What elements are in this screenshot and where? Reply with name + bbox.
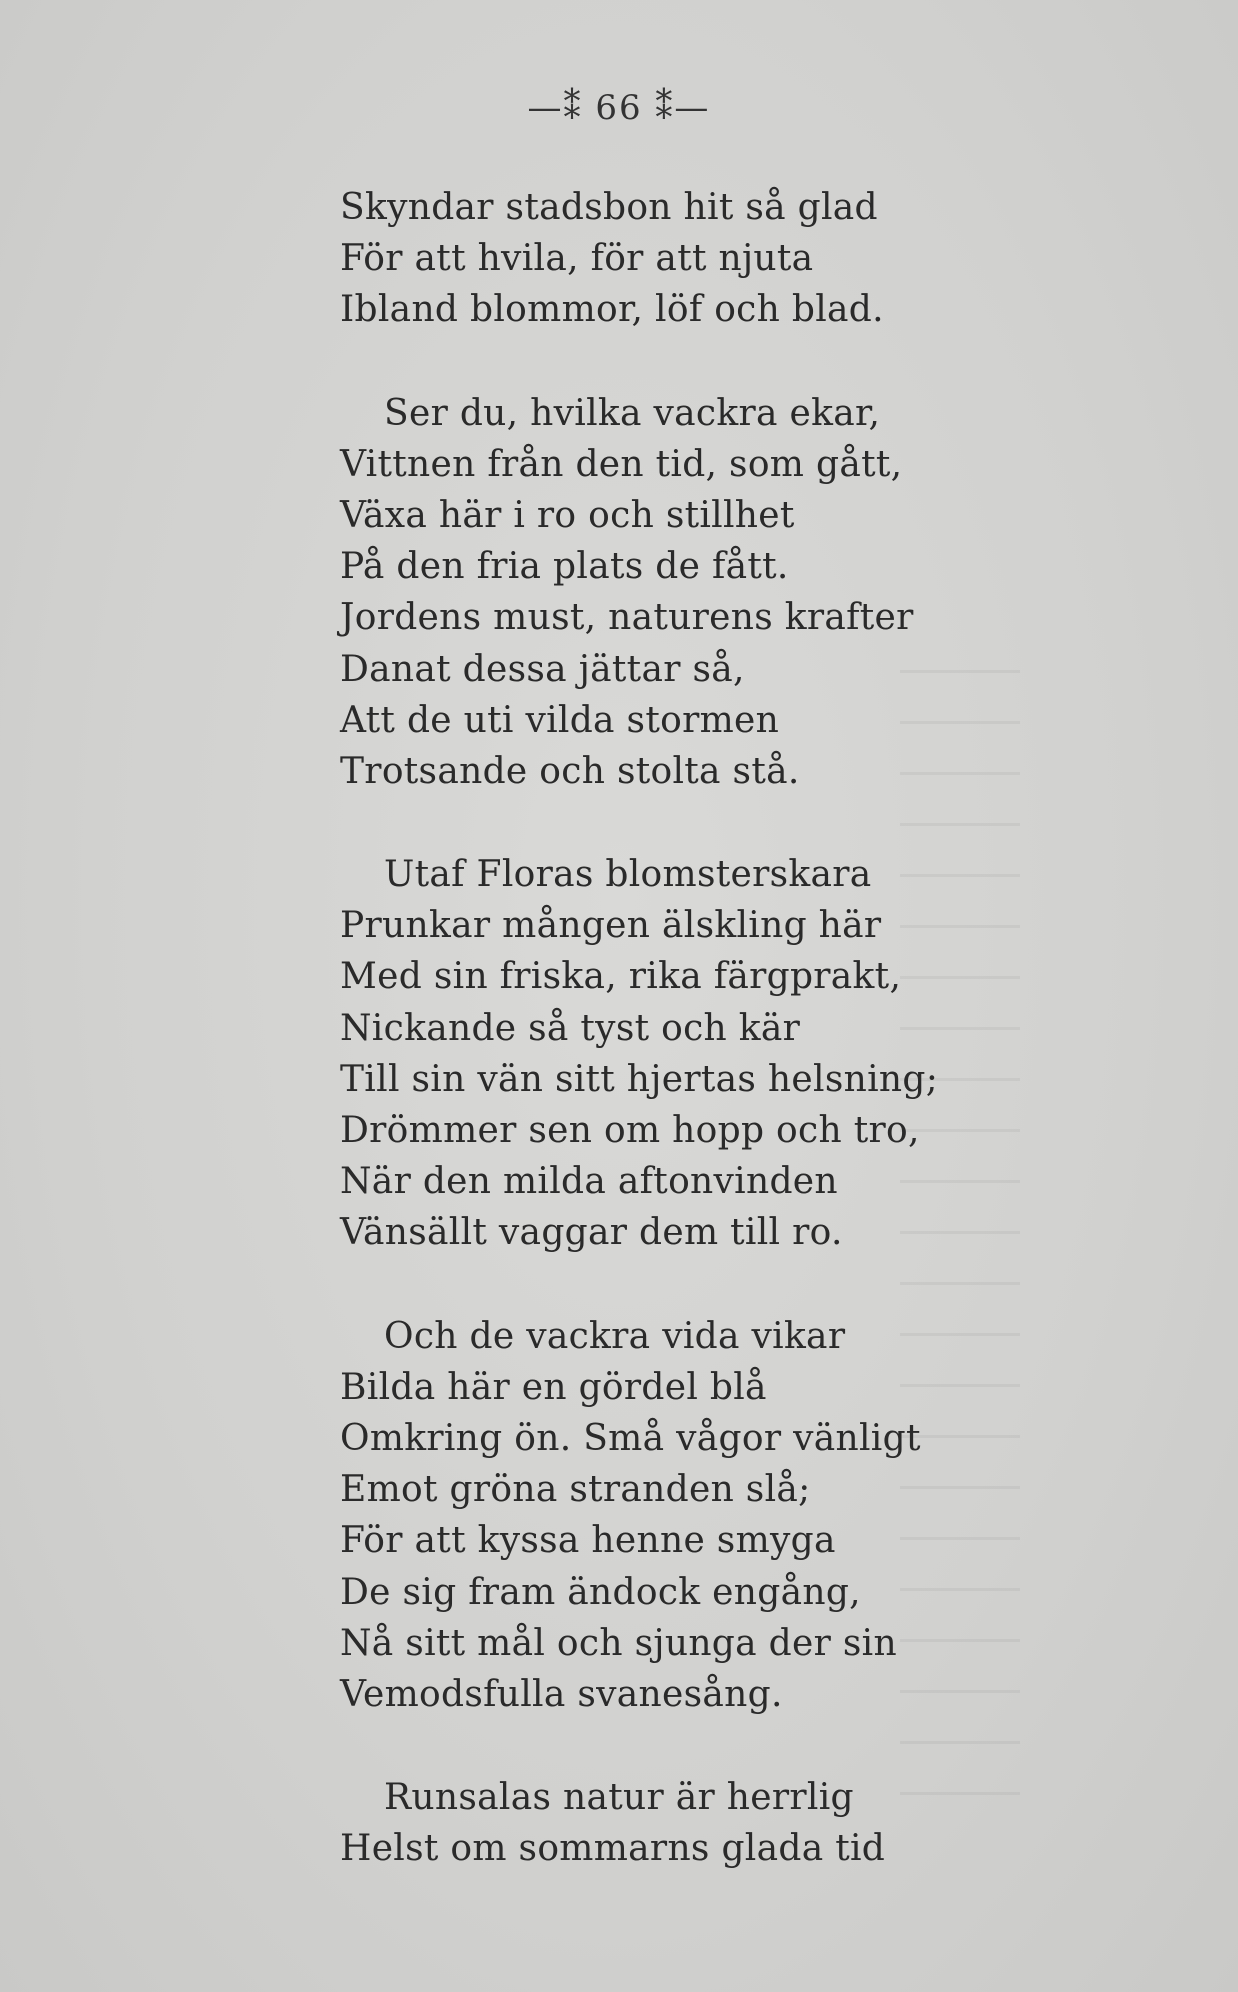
verse-line: När den milda aftonvinden bbox=[340, 1161, 838, 1203]
verse-line: Omkring ön. Små vågor vänligt bbox=[340, 1417, 921, 1459]
stanza bbox=[340, 182, 1100, 336]
verse-line: Med sin friska, rika färgprakt, bbox=[340, 956, 902, 998]
verse-line: Vittnen från den tid, som gått, bbox=[340, 443, 903, 485]
verse-line: För att kyssa henne smyga bbox=[340, 1520, 836, 1562]
verse-line: Prunkar mången älskling här bbox=[340, 905, 882, 947]
verse-line: Ibland blommor, löf och blad. bbox=[340, 289, 884, 331]
verse-line: Växa här i ro och stillhet bbox=[340, 494, 795, 536]
verse-line: Nå sitt mål och sjunga der sin bbox=[340, 1622, 897, 1664]
verse-line: Till sin vän sitt hjertas helsning; bbox=[340, 1058, 939, 1100]
verse-line: Jordens must, naturens krafter bbox=[340, 597, 914, 639]
verse-line: Nickande så tyst och kär bbox=[340, 1007, 801, 1049]
verse-line: Utaf Floras blomsterskara bbox=[384, 854, 872, 896]
verse-line: På den fria plats de fått. bbox=[340, 546, 789, 588]
page-number: —⁑ 66 ⁑— bbox=[527, 88, 711, 128]
verse-line: Trotsande och stolta stå. bbox=[340, 750, 800, 792]
verse-line: Bilda här en gördel blå bbox=[340, 1366, 767, 1408]
verse-line: Skyndar stadsbon hit så glad bbox=[340, 187, 878, 228]
verse-line: För att hvila, för att njuta bbox=[340, 238, 814, 280]
verse-line: Vemodsfulla svanesång. bbox=[340, 1673, 783, 1715]
stanza bbox=[340, 1311, 1100, 1721]
verse-line: Helst om sommarns glada tid bbox=[340, 1828, 886, 1870]
verse-line: Att de uti vilda stormen bbox=[340, 699, 780, 741]
verse-line: Och de vackra vida vikar bbox=[384, 1315, 846, 1357]
poem-body bbox=[340, 182, 1100, 1926]
verse-line: Drömmer sen om hopp och tro, bbox=[340, 1110, 920, 1151]
verse-line: Danat dessa jättar så, bbox=[340, 648, 745, 690]
verse-line: Vänsällt vaggar dem till ro. bbox=[340, 1212, 843, 1254]
verse-line: Emot gröna stranden slå; bbox=[340, 1469, 811, 1511]
stanza bbox=[340, 1772, 1100, 1874]
verse-line: De sig fram ändock engång, bbox=[340, 1571, 861, 1613]
stanza bbox=[340, 388, 1100, 798]
verse-line: Ser du, hvilka vackra ekar, bbox=[384, 392, 881, 434]
stanza bbox=[340, 849, 1100, 1259]
verse-line: Runsalas natur är herrlig bbox=[384, 1777, 854, 1819]
